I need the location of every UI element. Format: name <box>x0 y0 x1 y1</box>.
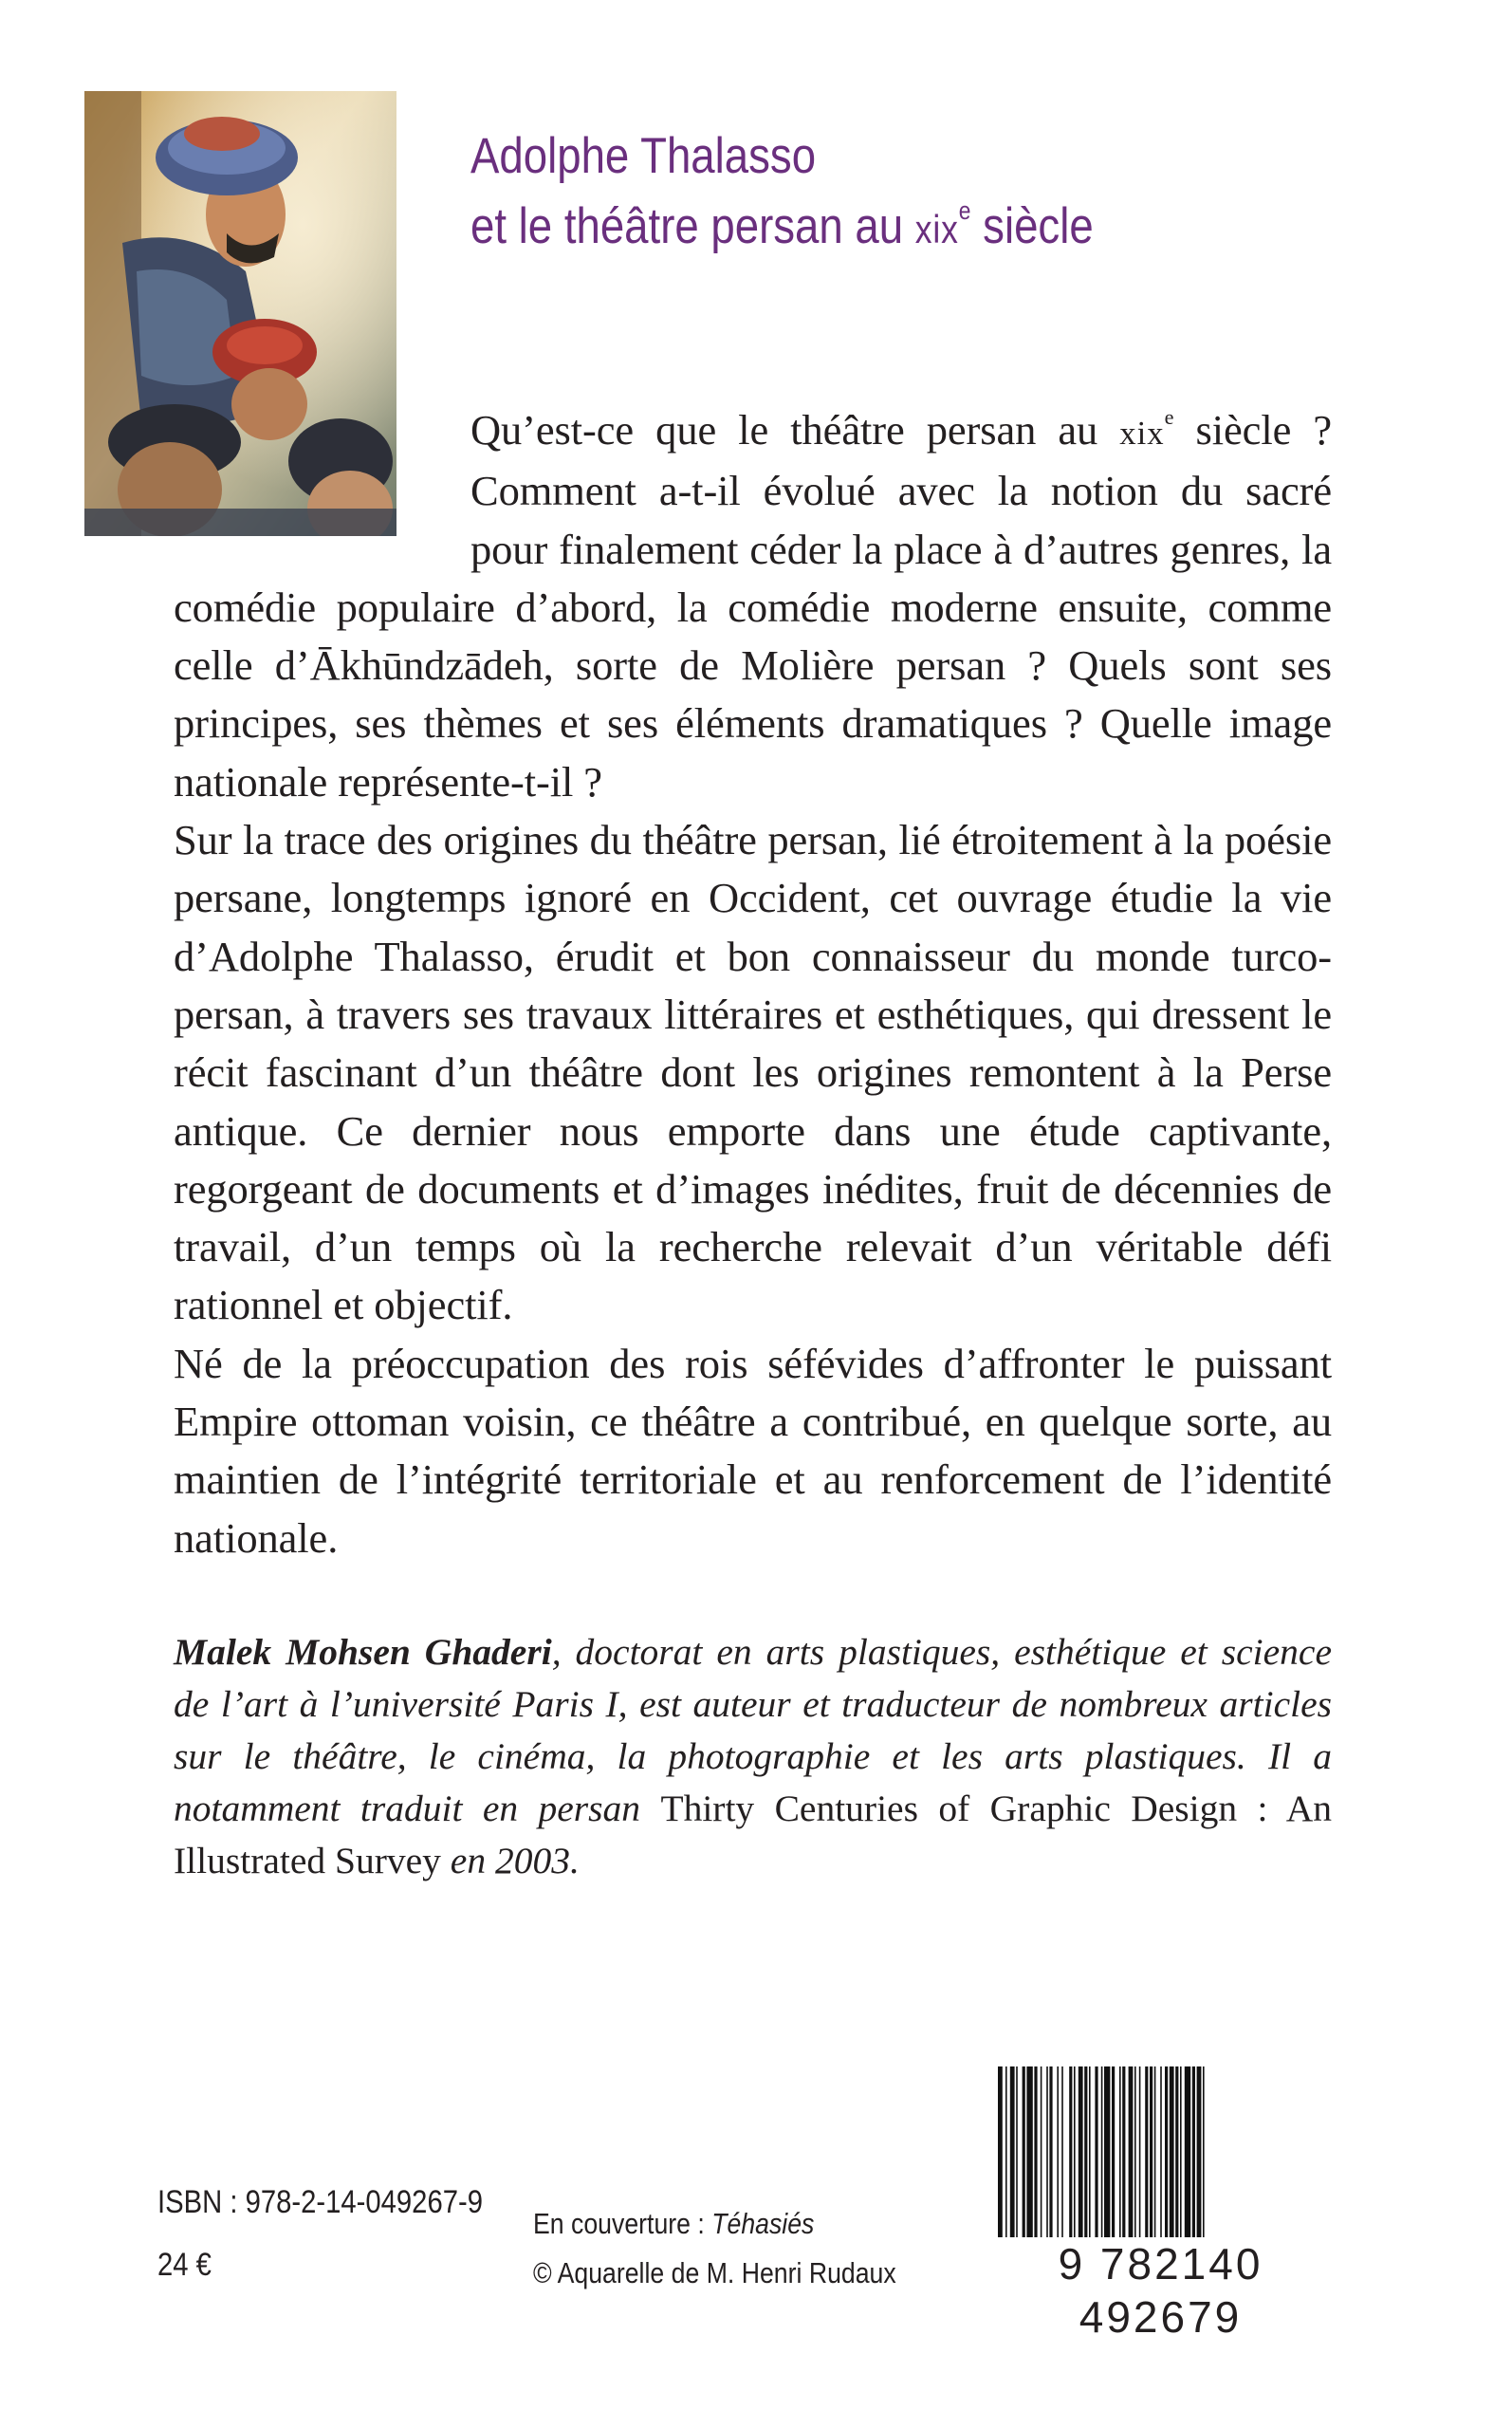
title-century: xix <box>914 208 959 251</box>
blurb-century-sup: e <box>1164 404 1174 429</box>
title-century-sup: e <box>958 195 971 225</box>
barcode-digits: 9 782140 492679 <box>983 2237 1338 2344</box>
credits-artwork-title: Téhasiés <box>711 2207 815 2240</box>
blurb-p1-end: siècle ? Comment a-t-il évolué avec la notion du sacré pour finalement céder la place à d’autres genres, la comédie populaire d’abord, la comédie moderne ensuite, comme celle d’Ākhūndzādeh, sorte de Molière persan ? Quels sont ses principes, ses thèmes et ses éléments dramatiques ? Quelle image nationale représente-t-il ? <box>174 406 1332 806</box>
blurb-paragraph-2: Sur la trace des origines du théâtre persan, lié étroitement à la poésie persane, longtemps ignoré en Occident, cet ouvrage étudie la vie d’Adolphe Thalasso, érudit et bon connaisseur du monde turco-persan, à travers ses travaux littéraires et esthétiques, qui dressent le récit fascinant d’un théâtre dont les origines remontent à la Perse antique. Ce dernier nous emporte dans une étude captivante, regorgeant de documents et d’images inédites, fruit de décennies de travail, d’un temps où la recherche relevait d’un véritable défi rationnel et objectif. <box>174 816 1332 1329</box>
credits-line-2: © Aquarelle de M. Henri Rudaux <box>533 2256 896 2289</box>
title-line-2-start: et le théâtre persan au <box>470 198 915 254</box>
author-bio-paragraph <box>174 1626 1332 1887</box>
credits-label: En couverture : <box>533 2207 712 2240</box>
back-cover-blurb <box>174 401 1332 1567</box>
credits-line-1 <box>533 2199 896 2249</box>
book-title <box>470 121 1286 265</box>
title-line-2-end: siècle <box>970 198 1094 254</box>
translated-book-title: Thirty Centuries of Graphic Design : An Illustrated Survey <box>174 1788 1332 1881</box>
author-bio-text-2: en 2003. <box>440 1840 580 1881</box>
author-name: Malek Mohsen Ghaderi <box>174 1631 552 1673</box>
price-label: 24 € <box>157 2247 212 2283</box>
blurb-century: xix <box>1119 415 1165 452</box>
author-bio <box>174 1626 1332 1887</box>
image-wrap-spacer <box>174 401 470 575</box>
author-bio-text-1: , doctorat en arts plastiques, esthétique et science de l’art à l’université Paris I, est auteur et traducteur de nombreux articles sur le théâtre, le cinéma, la photographie et les arts plastiques. Il a notamment traduit en persan <box>174 1631 1332 1829</box>
title-line-2 <box>470 192 1286 265</box>
blurb-p1-start: Qu’est-ce que le théâtre persan au <box>470 406 1120 454</box>
cover-credits <box>533 2199 896 2298</box>
blurb-paragraph-3: Né de la préoccupation des rois séfévides d’affronter le puissant Empire ottoman voisin, ce théâtre a contribué, en quelque sorte, au maintien de l’intégrité territoriale et au renforcement de l’identité nationale. <box>174 1339 1332 1562</box>
title-line-1: Adolphe Thalasso <box>470 128 817 184</box>
isbn-label: ISBN : 978-2-14-049267-9 <box>157 2184 483 2220</box>
